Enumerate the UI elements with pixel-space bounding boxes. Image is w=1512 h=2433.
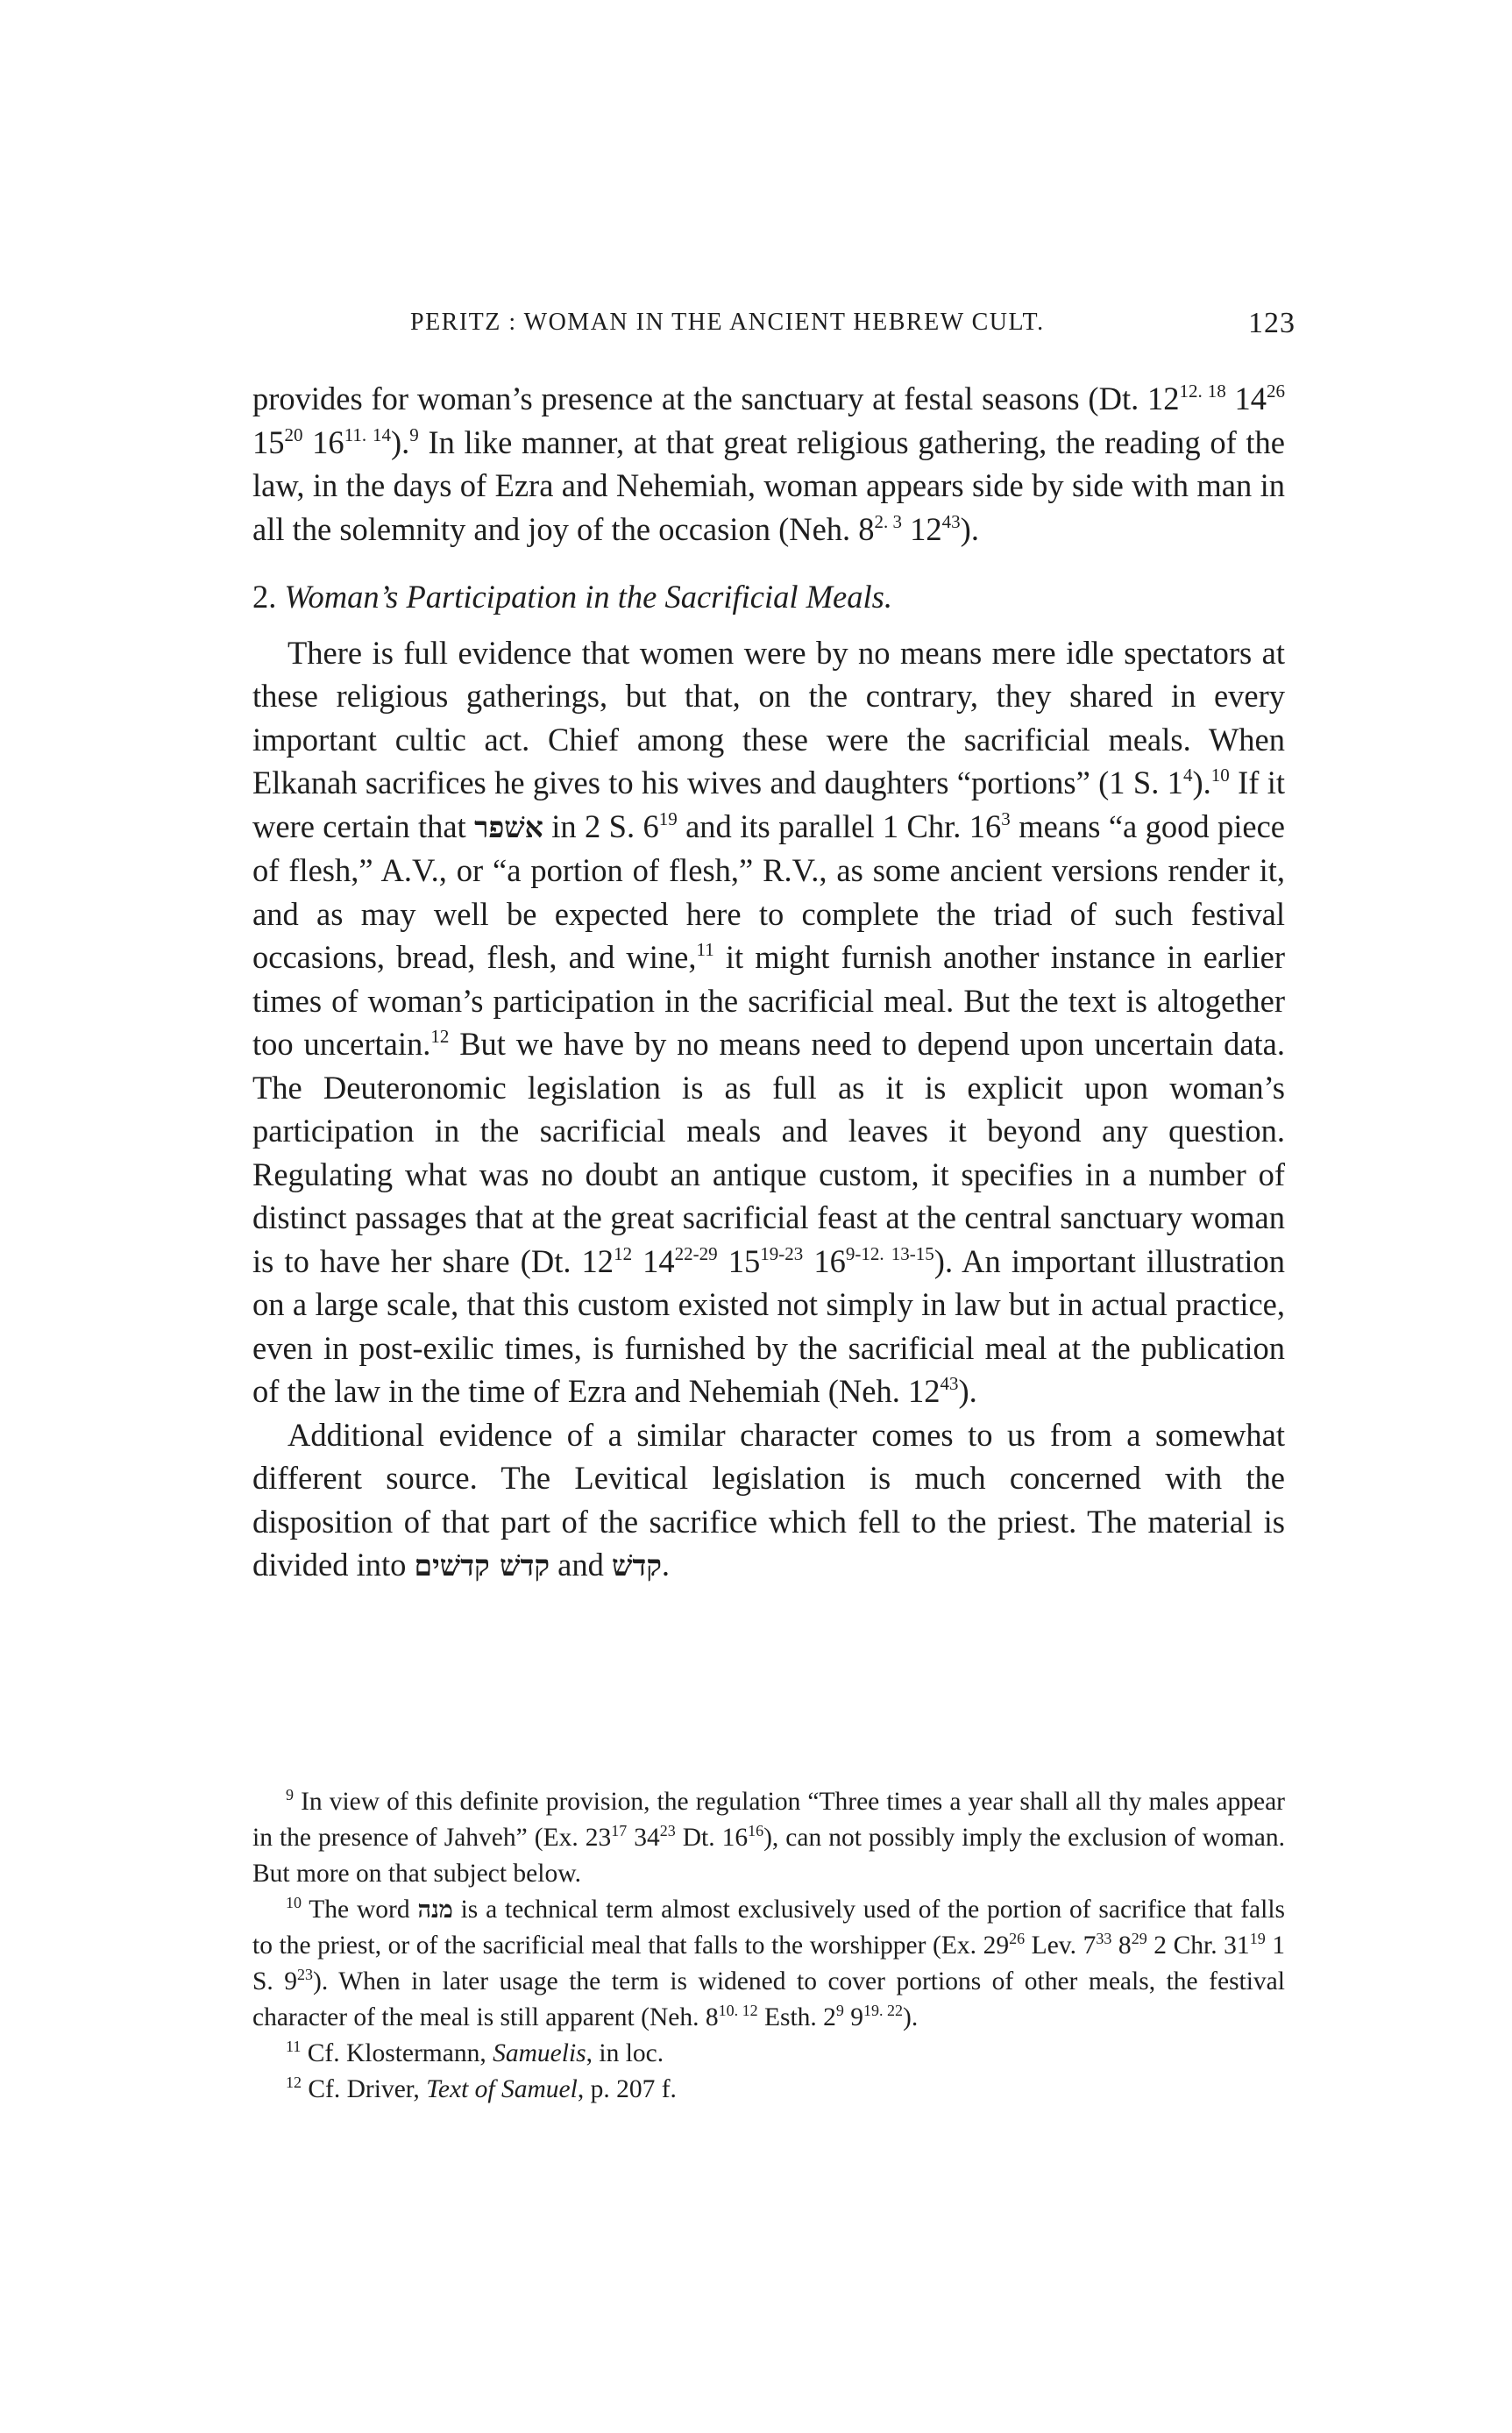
footnotes: [252, 1784, 1285, 2108]
section-heading: [252, 575, 1285, 619]
body-text: [252, 377, 1285, 1588]
hebrew-word: קדשׁ: [612, 1548, 662, 1583]
section-title: Woman’s Participation in the Sacrificial Meals.: [284, 579, 892, 615]
hebrew-phrase: קדשׁ קדשׁים: [414, 1548, 550, 1583]
page-number: 123: [1248, 307, 1295, 339]
footnote-9: $^9$ In view of this definite provision, the regulation “Three times a year shall all thy males appear in the presence of Jahveh” (Ex. $23^{17}$ $34^{23}$ Dt. $16^{16}$), can not possibly imply the exclusion of woman. But more on that subject below.: [252, 1786, 1286, 1888]
paragraph-2: There is full evidence that women were by no means mere idle spectators at these religious gatherings, but that, on the contrary, they shared in every important cultic act. Chief among these were the sacrificial meals. When Elkanah sacrifices he gives to his wives and daughters “portions” (1 S. $1^4).^{10}$ If it were certain that אשׁפר in 2 S. $6^{19}$ and its parallel 1 Chr. $16^3$ means “a good piece of flesh,” A.V., or “a portion of flesh,” R.V., as some ancient versions render it, and as may well be expected here to complete the triad of such festival occasions, bread, flesh, and wine,$^{11}$ it might furnish another instance in earlier times of woman’s participation in the sacrificial meal. But the text is altogether too uncertain.$^{12}$ But we have by no means need to depend upon uncertain data. The Deuteronomic legislation is as full as it is explicit upon woman’s participation in the sacrificial meals and leaves it beyond any question. Regulating what was no doubt an antique custom, it specifies in a number of distinct passages that at the great sacrificial feast at the central sanctuary woman is to have her share (Dt. $12^{12}$ 14$^{22-29}$ 15$^{19-23}$ $16^{9-12. 13-15}$). An important illustration on a large scale, that this custom existed not simply in law but in actual practice, even in post-exilic times, is furnished by the sacrificial meal at the publication of the law in the time of Ezra and Nehemiah (Neh. $12^{43}$).: [252, 634, 1286, 1409]
hebrew-word: מנה: [417, 1896, 453, 1924]
hebrew-word: אשׁפר: [474, 809, 543, 844]
footnote-ref-9[interactable]: 9: [409, 423, 419, 445]
footnote-12: $^{12}$ Cf. Driver, Text of Samuel, p. 207 f.: [286, 2074, 677, 2103]
footnote-ref-11[interactable]: 11: [696, 939, 714, 960]
footnote-11: $^{11}$ Cf. Klostermann, Samuelis, in loc.: [286, 2038, 664, 2067]
section-number: 2.: [252, 579, 277, 615]
running-head: PERITZ : WOMAN IN THE ANCIENT HEBREW CULT.: [410, 309, 1045, 336]
footnote-10: $^{10}$ The word מנה is a technical term almost exclusively used of the portion of sacrifice that falls to the priest, or of the sacrificial meal that falls to the worshipper (Ex. $29^{26}$ Lev. $7^{33}$ $8^{29}$ 2 Chr. $31^{19}$ 1 S. $9^{23}$). When in later usage the term is widened to cover portions of other meals, the festival character of the meal is still apparent (Neh. $8^{10. 12}$ Esth. $2^9$ $9^{19. 22}$).: [252, 1894, 1286, 2031]
paragraph-3: Additional evidence of a similar character comes to us from a somewhat different source. The Levitical legislation is much concerned with the disposition of that part of the sacrifice which fell to the priest. The material is divided into קדשׁ קדשׁים and קדשׁ.: [252, 1416, 1285, 1583]
paragraph-1: provides for woman’s presence at the sanctuary at festal seasons (Dt. $12^{12. 18}$ $14^{26}$ $15^{20}$ $16^{11. 14}).^9$ In like manner, at that great religious gathering, the reading of the law, in the days of Ezra and Nehemiah, woman appears side by side with man in all the solemnity and joy of the occasion (Neh. $8^{2. 3}$ $12^{43}$).: [252, 381, 1286, 547]
footnote-ref-12[interactable]: 12: [430, 1026, 450, 1047]
footnote-ref-10[interactable]: 10: [1210, 765, 1230, 786]
page-header: [410, 309, 1295, 352]
